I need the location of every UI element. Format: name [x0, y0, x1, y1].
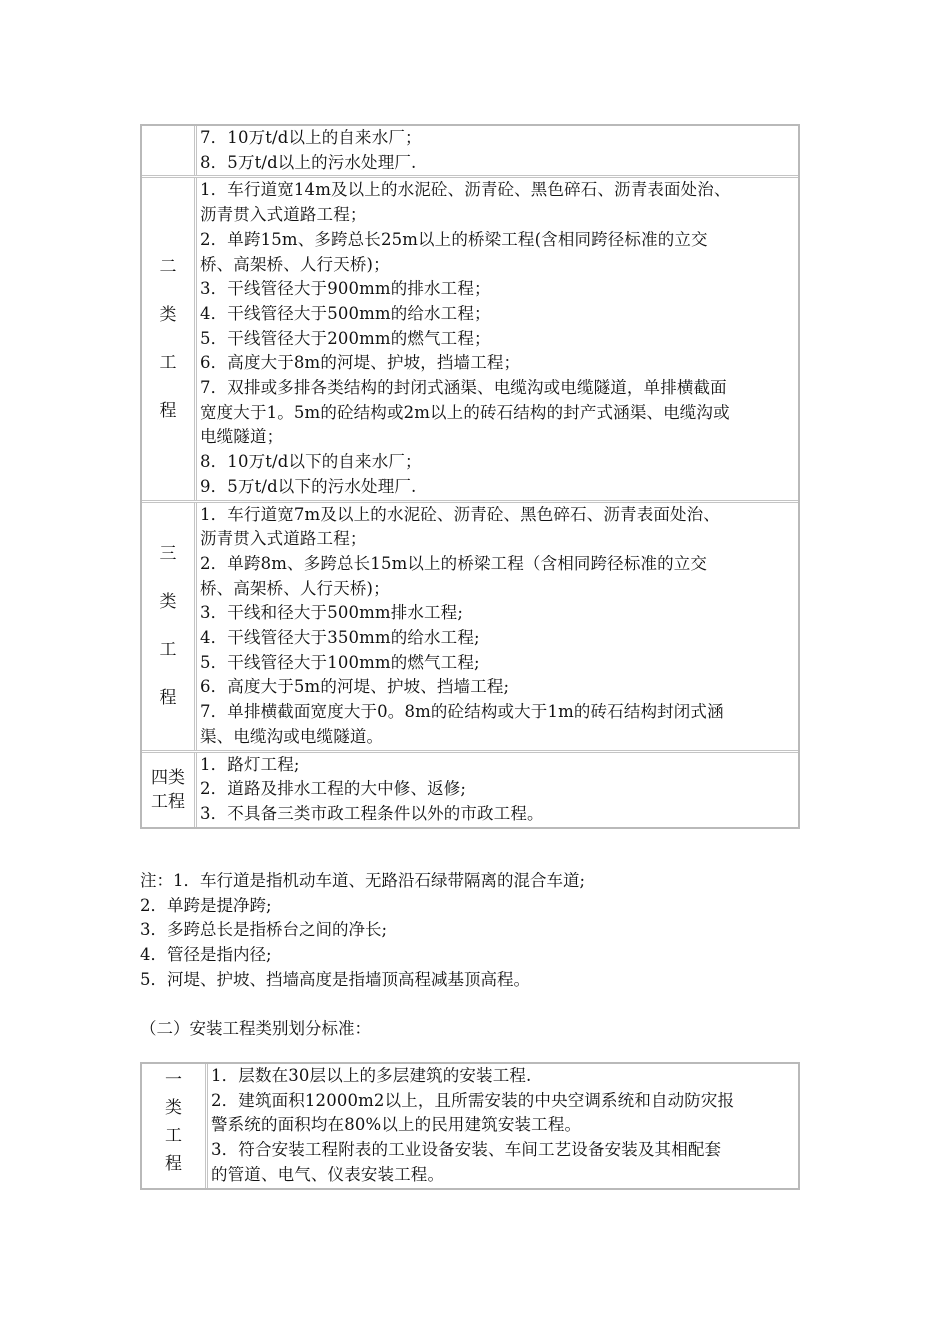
criteria-line: 1．车行道宽7m及以上的水泥砼、沥青砼、黑色碎石、沥青表面处治、 [200, 504, 720, 524]
table-row [142, 126, 798, 175]
criteria-line: 2．道路及排水工程的大中修、返修; [200, 779, 467, 799]
category-char: 四类 [151, 767, 185, 788]
category-cell [142, 126, 197, 175]
category-char: 类 [165, 1098, 182, 1118]
criteria-line: 2．建筑面积12000m2以上，且所需安装的中央空调系统和自动防灾报 [211, 1090, 735, 1110]
criteria-line: 电缆隧道； [200, 427, 284, 447]
note-line: 3．多跨总长是指桥台之间的净长; [140, 920, 388, 940]
criteria-line: 8．5万t/d以上的污水处理厂. [200, 152, 417, 172]
criteria-line: 3．干线管径大于900mm的排水工程； [200, 279, 491, 299]
criteria-line: 2．单跨8m、多跨总长15m以上的桥梁工程（含相同跨径标准的立交 [200, 553, 708, 573]
criteria-line: 渠、电缆沟或电缆隧道。 [200, 726, 384, 746]
criteria-line: 8．10万t/d以下的自来水厂； [200, 452, 422, 472]
category-cell [142, 753, 197, 827]
section-heading: （二）安装工程类别划分标准： [140, 1019, 371, 1038]
municipal-category-table [140, 124, 800, 829]
criteria-line: 2．单跨15m、多跨总长25m以上的桥梁工程(含相同跨径标准的立交 [200, 229, 708, 249]
criteria-line: 7．单排横截面宽度大于0。8m的砼结构或大于1m的砖石结构封闭式涵 [200, 702, 724, 722]
criteria-line: 3．干线和径大于500mm排水工程; [200, 603, 464, 623]
criteria-line: 3．符合安装工程附表的工业设备安装、车间工艺设备安装及其相配套 [211, 1140, 722, 1160]
criteria-line: 6．高度大于5m的河堤、护坡、挡墙工程; [200, 677, 510, 697]
criteria-line: 5．干线管径大于100mm的燃气工程; [200, 652, 480, 672]
category-char: 程 [159, 400, 177, 421]
category-cell [142, 503, 197, 750]
criteria-line: 桥、高架桥、人行天桥)； [200, 254, 390, 274]
criteria-line: 沥青贯入式道路工程； [200, 205, 367, 225]
criteria-line: 桥、高架桥、人行天桥)； [200, 578, 390, 598]
criteria-cell [197, 178, 798, 499]
criteria-line: 5．干线管径大于200mm的燃气工程； [200, 328, 491, 348]
category-char: 工 [159, 352, 177, 373]
category-char: 工程 [151, 791, 185, 812]
criteria-cell [197, 126, 798, 175]
category-char: 一 [165, 1070, 182, 1090]
category-char: 程 [165, 1154, 182, 1174]
criteria-line: 1．层数在30层以上的多层建筑的安装工程. [211, 1066, 532, 1085]
criteria-line: 4．干线管径大于500mm的给水工程； [200, 303, 491, 323]
criteria-line: 1．车行道宽14m及以上的水泥砼、沥青砼、黑色碎石、沥青表面处治、 [200, 180, 731, 200]
category-cell [142, 1064, 208, 1188]
criteria-line: 的管道、电气、仪表安装工程。 [211, 1164, 445, 1184]
criteria-cell [208, 1064, 798, 1188]
category-char: 三 [159, 544, 177, 565]
note-line: 4．管径是指内径; [140, 945, 272, 965]
table-row [142, 1064, 798, 1188]
criteria-cell [197, 753, 798, 827]
category-char: 二 [159, 256, 177, 277]
table-row [142, 175, 798, 499]
category-char: 类 [159, 304, 177, 325]
table-row [142, 500, 798, 750]
note-line: 5．河堤、护坡、挡墙高度是指墙顶高程减基顶高程。 [140, 969, 530, 989]
category-cell [142, 178, 197, 499]
criteria-cell [197, 503, 798, 750]
criteria-line: 警系统的面积均在80%以上的民用建筑安装工程。 [211, 1115, 582, 1135]
criteria-line: 3．不具备三类市政工程条件以外的市政工程。 [200, 803, 544, 823]
criteria-line: 沥青贯入式道路工程； [200, 529, 367, 549]
installation-category-table [140, 1062, 800, 1190]
table-row [142, 750, 798, 827]
criteria-line: 7．10万t/d以上的自来水厂； [200, 128, 422, 147]
note-line: 注：1．车行道是指机动车道、无路沿石绿带隔离的混合车道; [140, 871, 586, 890]
category-char: 类 [159, 592, 177, 613]
criteria-line: 7．双排或多排各类结构的封闭式涵渠、电缆沟或电缆隧道，单排横截面 [200, 378, 727, 398]
note-line: 2．单跨是提净跨; [140, 895, 272, 915]
criteria-line: 宽度大于1。5m的砼结构或2m以上的砖石结构的封产式涵渠、电缆沟或 [200, 402, 730, 422]
category-char: 工 [159, 640, 177, 661]
criteria-line: 9．5万t/d以下的污水处理厂. [200, 476, 417, 496]
criteria-line: 6．高度大于8m的河堤、护坡，挡墙工程； [200, 353, 521, 373]
criteria-line: 1．路灯工程; [200, 754, 300, 774]
category-char: 工 [165, 1126, 182, 1146]
criteria-line: 4．干线管径大于350mm的给水工程; [200, 628, 480, 648]
notes [140, 869, 800, 993]
category-char: 程 [159, 688, 177, 709]
